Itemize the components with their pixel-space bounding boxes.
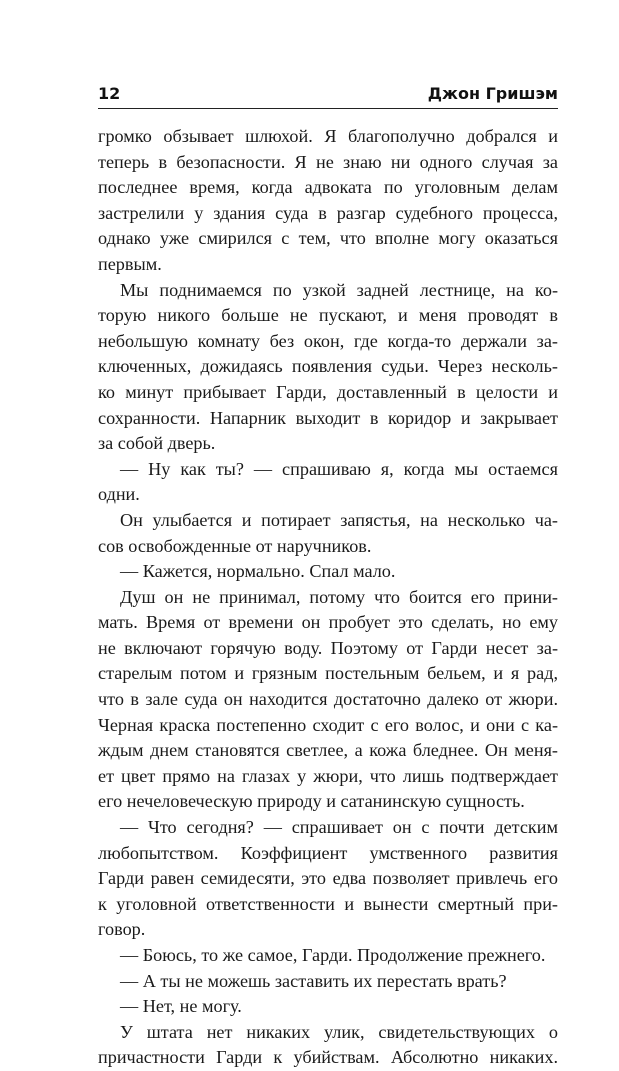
text-line: его нечеловеческую природу и сатанинскую сущность. — [98, 791, 525, 812]
text-line: торую никого больше не пускают, и меня проводят в — [98, 305, 558, 326]
text-line: — Что сегодня? — спрашивает он с почти детским — [120, 817, 558, 838]
text-line: причастности Гарди к убийствам. Абсолютно никаких. — [98, 1047, 558, 1068]
text-line: ждым днем становятся светлее, а кожа бледнее. Он меня- — [98, 740, 558, 761]
text-line: — Боюсь, то же самое, Гарди. Продолжение прежнего. — [120, 945, 546, 965]
text-line: не включают горячую воду. Поэтому от Гарди несет за- — [98, 637, 558, 658]
text-line: ко минут прибывает Гарди, доставленный в целости и — [98, 381, 558, 402]
text-line: небольшую комнату без окон, где когда-то держали за- — [98, 330, 558, 351]
text-line: сов освобожденные от наручников. — [98, 535, 372, 556]
text-line: Черная краска постепенно сходит с его волос, и они с ка- — [98, 714, 558, 735]
running-head-author: Джон Гришэм — [427, 84, 558, 103]
text-line: к уголовной ответственности и вынести смертный при- — [98, 893, 558, 914]
text-line: первым. — [98, 253, 162, 274]
text-line: последнее время, когда адвоката по уголовным делам — [98, 177, 558, 198]
text-line: старелым потом и грязным постельным бельем, и я рад, — [98, 663, 558, 684]
page-number: 12 — [98, 84, 121, 103]
text-line: что в зале суда он находится достаточно далеко от жюри. — [98, 689, 558, 710]
page-header — [98, 84, 558, 110]
text-line: Гарди равен семидесяти, это едва позволяет привлечь его — [98, 868, 558, 889]
body-text — [98, 124, 558, 1071]
header-rule — [98, 108, 558, 109]
text-line: громко обзывает шлюхой. Я благополучно добрался и — [98, 126, 558, 146]
text-line: Душ он не принимал, потому что боится его прини- — [120, 586, 558, 607]
text-line: любопытством. Коэффициент умственного развития — [98, 842, 558, 863]
text-line: ключенных, дожидаясь появления судьи. Через несколь- — [98, 356, 558, 377]
text-line: ет цвет прямо на глазах у жюри, что лишь подтверждает — [98, 765, 558, 786]
text-line: теперь в безопасности. Я не знаю ни одного случая за — [98, 151, 558, 172]
text-line: за собой дверь. — [98, 433, 216, 454]
text-line: У штата нет никаких улик, свидетельствующих о — [120, 1021, 558, 1042]
text-line: Мы поднимаемся по узкой задней лестнице, на ко- — [120, 279, 558, 300]
text-line: одни. — [98, 484, 140, 505]
text-line: застрелили у здания суда в разгар судебного процесса, — [98, 202, 558, 223]
text-line: — Ну как ты? — спрашиваю я, когда мы остаемся — [120, 458, 558, 479]
text-line: сохранности. Напарник выходит в коридор и закрывает — [98, 407, 558, 428]
text-line: Он улыбается и потирает запястья, на несколько ча- — [120, 509, 558, 530]
text-line: однако уже смирился с тем, что вполне могу оказаться — [98, 228, 558, 249]
text-line: говор. — [98, 919, 146, 940]
text-line: — А ты не можешь заставить их перестать врать? — [120, 970, 507, 991]
text-line: — Кажется, нормально. Спал мало. — [120, 561, 396, 582]
text-line: мать. Время от времени он пробует это сделать, но ему — [98, 612, 558, 633]
text-line: — Нет, не могу. — [120, 996, 242, 1017]
